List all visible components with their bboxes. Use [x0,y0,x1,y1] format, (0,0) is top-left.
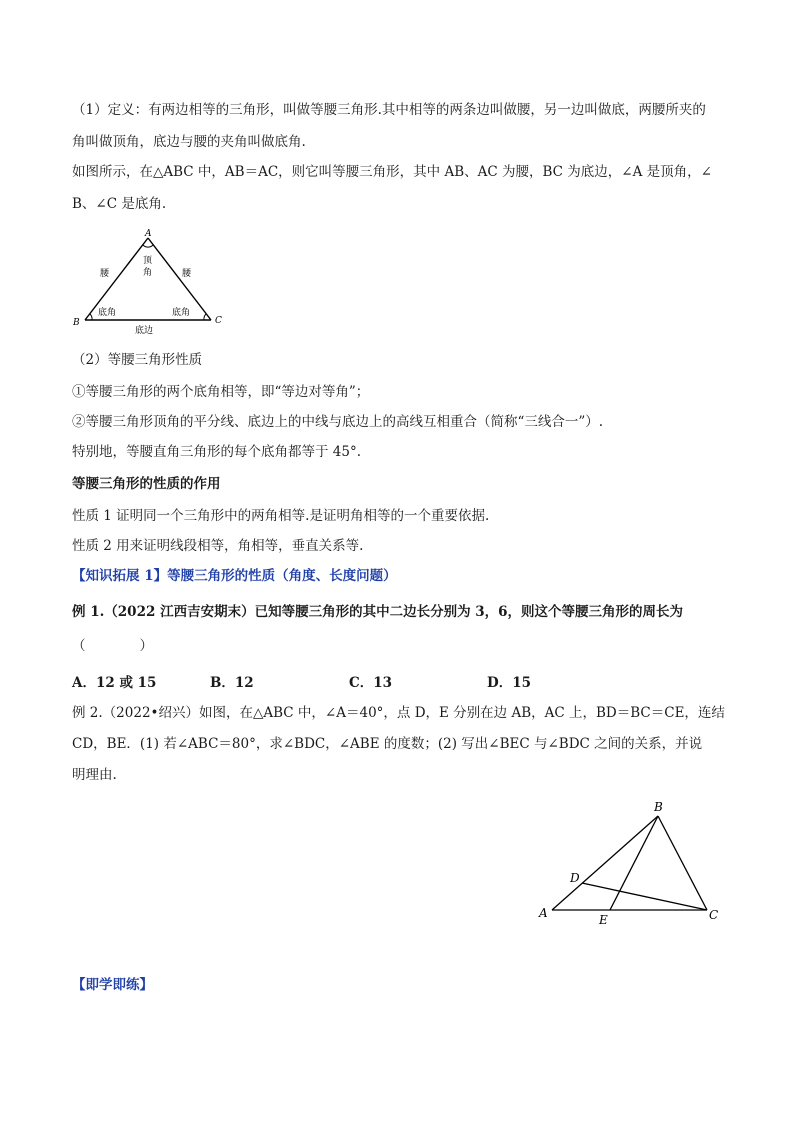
example-2-line-1: 例 2.（2022•绍兴）如图，在△ABC 中，∠A＝40°，点 D，E 分别在边 AB，AC 上，BD＝BC＝CE，连结 [72,705,725,721]
left-base-angle-label: 底角 [98,308,117,318]
example-1-option-c: C．13 [349,675,393,691]
example-2-triangle-figure [530,796,730,932]
example-1-answer-blank: （ ） [72,638,153,654]
vertex-a-label: A [145,229,152,239]
definition-line-2: 角叫做顶角，底边与腰的夹角叫做底角. [72,134,306,150]
left-leg-line [85,238,148,320]
segment-be [610,816,658,910]
vertex-d-label: D [570,871,580,885]
segment-cd [582,883,707,910]
definition-example-line-2: B、∠C 是底角. [72,196,167,212]
right-base-angle-arc [204,314,206,320]
left-base-angle-arc [90,314,92,320]
example-2-line-3: 明理由. [72,767,117,783]
example-2-line-2: CD，BE．(1) 若∠ABC＝80°，求∠BDC，∠ABE 的度数；(2) 写出∠BEC 与∠BDC 之间的关系，并说 [72,736,703,752]
vertex-e-label: E [599,913,608,927]
special-case-note: 特别地，等腰直角三角形的每个底角都等于 45°. [72,444,362,460]
practice-title: 【即学即练】 [72,977,153,993]
knowledge-extension-title: 【知识拓展 1】等腰三角形的性质（角度、长度问题） [72,568,397,584]
base-label: 底边 [135,326,154,336]
left-leg-label: 腰 [100,269,110,279]
apex-angle-arc [143,245,153,247]
example-1-option-d: D．15 [487,675,531,691]
apex-angle-label-1: 顶 [143,256,153,266]
isosceles-triangle-figure [68,226,228,338]
property-item-1: ①等腰三角形的两个底角相等，即“等边对等角”； [72,384,370,400]
vertex-a-label: A [539,906,548,920]
vertex-b-label: B [654,800,663,814]
definition-line-1: （1）定义：有两边相等的三角形，叫做等腰三角形.其中相等的两条边叫做腰，另一边叫做底，两腰所夹的 [72,102,706,118]
usage-property-1: 性质 1 证明同一个三角形中的两角相等.是证明角相等的一个重要依据. [72,508,490,524]
right-base-angle-label: 底角 [172,308,191,318]
side-bc [658,816,707,910]
example-1-question: 例 1.（2022 江西吉安期末）已知等腰三角形的其中二边长分别为 3，6，则这个等腰三角形的周长为 [72,604,684,620]
vertex-b-label: B [73,318,80,328]
usage-heading: 等腰三角形的性质的作用 [72,476,221,492]
property-item-2: ②等腰三角形顶角的平分线、底边上的中线与底边上的高线互相重合（简称“三线合一”）. [72,414,604,430]
example-1-option-b: B．12 [210,675,254,691]
apex-angle-label-2: 角 [143,268,153,278]
usage-property-2: 性质 2 用来证明线段相等，角相等，垂直关系等. [72,538,364,554]
right-leg-label: 腰 [182,269,192,279]
properties-heading: （2）等腰三角形性质 [72,352,203,368]
example-1-option-a: A．12 或 15 [72,675,157,691]
definition-example-line-1: 如图所示，在△ABC 中，AB＝AC，则它叫等腰三角形，其中 AB、AC 为腰，BC 为底边，∠A 是顶角，∠ [72,164,712,180]
vertex-c-label: C [709,908,719,922]
vertex-c-label: C [215,316,222,326]
